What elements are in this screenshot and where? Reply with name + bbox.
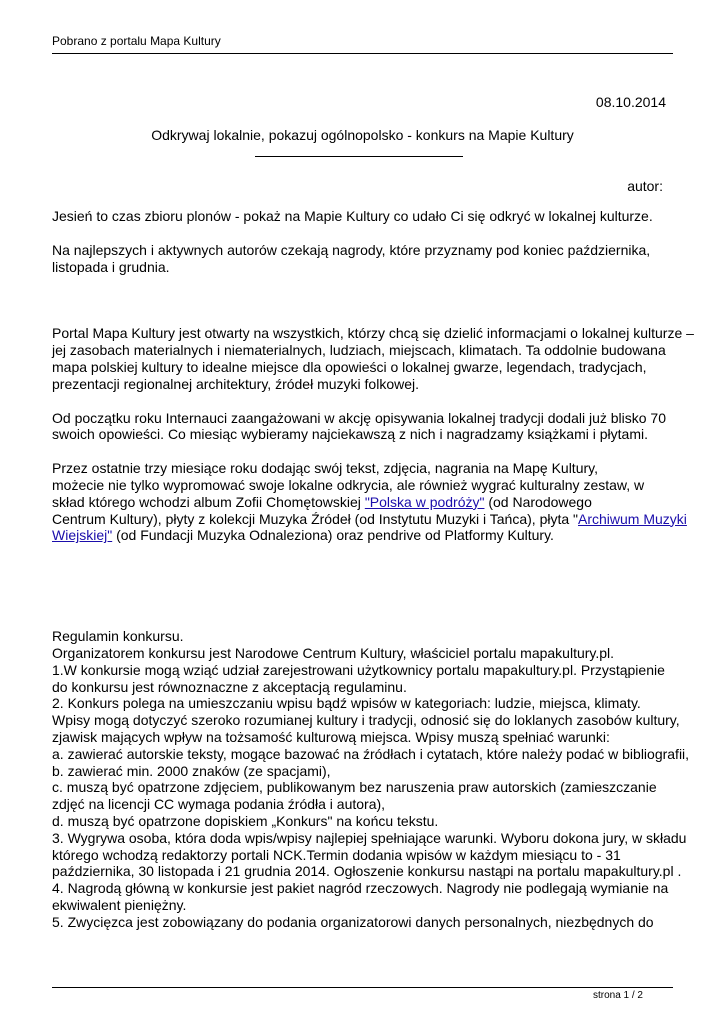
prizes-line — [52, 510, 687, 528]
prizes-text: Centrum Kultury), płyty z kolekcji Muzyka Źródeł (od Instytutu Muzyki i Tańca), płyta " — [52, 510, 578, 527]
regulations-line: c. muszą być opatrzone zdjęciem, publikowanym bez naruszenia praw autorskich (zamieszczanie — [52, 779, 657, 796]
regulations-line: 4. Nagrodą główną w konkursie jest pakiet nagród rzeczowych. Nagrody nie podlegają wymianie na — [52, 880, 669, 897]
regulations-line: 3. Wygrywa osoba, która doda wpis/wpisy najlepiej spełniające warunki. Wyboru dokona jury, w składu — [52, 829, 687, 846]
page-header-source: Pobrano z portalu Mapa Kultury — [52, 34, 221, 48]
regulations-line: Regulamin konkursu. — [52, 628, 184, 645]
prizes-line — [52, 494, 674, 511]
link-archiwum-muzyki-wiejskiej[interactable]: Archiwum Muzyki — [578, 510, 687, 527]
prizes-text: (od Fundacji Muzyka Odnaleziona) oraz pendrive od Platformy Kultury. — [112, 527, 554, 544]
article-date: 08.10.2014 — [595, 94, 666, 110]
page-number: strona 1 / 2 — [592, 990, 643, 1001]
regulations-line: ekwiwalent pieniężny. — [52, 896, 187, 913]
intro-line: Jesień to czas zbioru plonów - pokaż na Mapie Kultury co udało Ci się odkryć w lokalnej kulturze. — [52, 208, 653, 224]
internauci-line: swoich opowieści. Co miesiąc wybieramy najciekawszą z nich i nagradzamy książkami i płytami. — [52, 426, 648, 443]
regulations-line: 5. Zwycięzca jest zobowiązany do podania organizatorowi danych personalnych, niezbędnych do — [52, 913, 654, 930]
internauci-line: Od początku roku Internauci zaangażowani w akcję opisywania lokalnej tradycji dodali już blisko 70 — [52, 409, 667, 426]
regulations-line: 1.W konkursie mogą wziąć udział zarejestrowani użytkownicy portalu mapakultury.pl. Przystąpienie — [52, 661, 665, 678]
regulations-line: do konkursu jest równoznaczne z akceptacją regulaminu. — [52, 678, 407, 695]
prizes-paragraph — [52, 460, 687, 544]
intro-line: listopada i grudnia. — [52, 258, 170, 275]
intro-paragraph-1 — [52, 208, 674, 225]
footer-divider — [52, 987, 673, 988]
regulations-line: którego wchodzą redaktorzy portali NCK.Termin dodania wpisów w każdym miesiącu to - 31 — [52, 846, 621, 863]
link-archiwum-muzyki-wiejskiej-cont[interactable]: Wiejskiej" — [52, 527, 113, 544]
prizes-text: (od Narodowego — [484, 493, 592, 510]
title-underline — [255, 156, 463, 157]
article-title: Odkrywaj lokalnie, pokazuj ogólnopolsko - konkurs na Mapie Kultury — [151, 127, 574, 143]
intro-paragraph-2 — [52, 242, 674, 276]
regulations-line: zdjęć na licencji CC wymaga podania źródła i autora), — [52, 796, 386, 813]
prizes-line: możecie nie tylko wypromować swoje lokalne odkrycia, ale również wygrać kulturalny zestaw, w — [52, 476, 645, 493]
prizes-text: skład którego wchodzi album Zofii Chomętowskiej — [52, 493, 365, 510]
internauci-paragraph — [52, 410, 674, 444]
prizes-line: Przez ostatnie trzy miesiące roku dodając swój tekst, zdjęcia, nagrania na Mapę Kultury, — [52, 460, 598, 477]
intro-line: Na najlepszych i aktywnych autorów czekają nagrody, które przyznamy pod koniec października, — [52, 241, 651, 258]
portal-line: mapa polskiej kultury to idealne miejsce dla opowieści o lokalnej gwarze, legendach, tradycjach, — [52, 358, 647, 375]
portal-line: prezentacji regionalnej architektury, źródeł muzyki folkowej. — [52, 375, 420, 392]
article-body — [52, 208, 694, 931]
regulations-line: października, 30 listopada i 21 grudnia 2014. Ogłoszenie konkursu nastąpi na portalu mapakultury.pl . — [52, 863, 682, 880]
regulations-line: d. muszą być opatrzone dopiskiem „Konkurs" na końcu tekstu. — [52, 812, 439, 829]
portal-line: Portal Mapa Kultury jest otwarty na wszystkich, którzy chcą się dzielić informacjami o lokalnej kulturze – — [52, 325, 694, 342]
author-label: autor: — [627, 178, 663, 194]
regulations-section — [52, 628, 690, 930]
prizes-line — [52, 527, 674, 544]
portal-line: jej zasobach materialnych i niematerialnych, ludziach, miejscach, klimatach. Ta oddolnie budowana — [52, 342, 666, 359]
regulations-line: Wpisy mogą dotyczyć szeroko rozumianej kultury i tradycji, odnosić się do loklanych zasobów kultury, — [52, 712, 680, 729]
regulations-line: b. zawierać min. 2000 znaków (ze spacjami), — [52, 762, 331, 779]
link-polska-w-podrozy[interactable]: "Polska w podróży" — [364, 493, 485, 510]
regulations-line: 2. Konkurs polega na umieszczaniu wpisu bądź wpisów w kategoriach: ludzie, miejsca, klimaty. — [52, 695, 641, 712]
regulations-line: zjawisk mających wpływ na tożsamość kulturową miejsca. Wpisy muszą spełniać warunki: — [52, 728, 610, 745]
portal-paragraph — [52, 325, 694, 392]
header-divider — [52, 53, 673, 54]
regulations-line: Organizatorem konkursu jest Narodowe Centrum Kultury, właściciel portalu mapakultury.pl. — [52, 644, 615, 661]
regulations-line: a. zawierać autorskie teksty, mogące bazować na źródłach i cytatach, które należy podać w bibliografii, — [52, 745, 690, 762]
